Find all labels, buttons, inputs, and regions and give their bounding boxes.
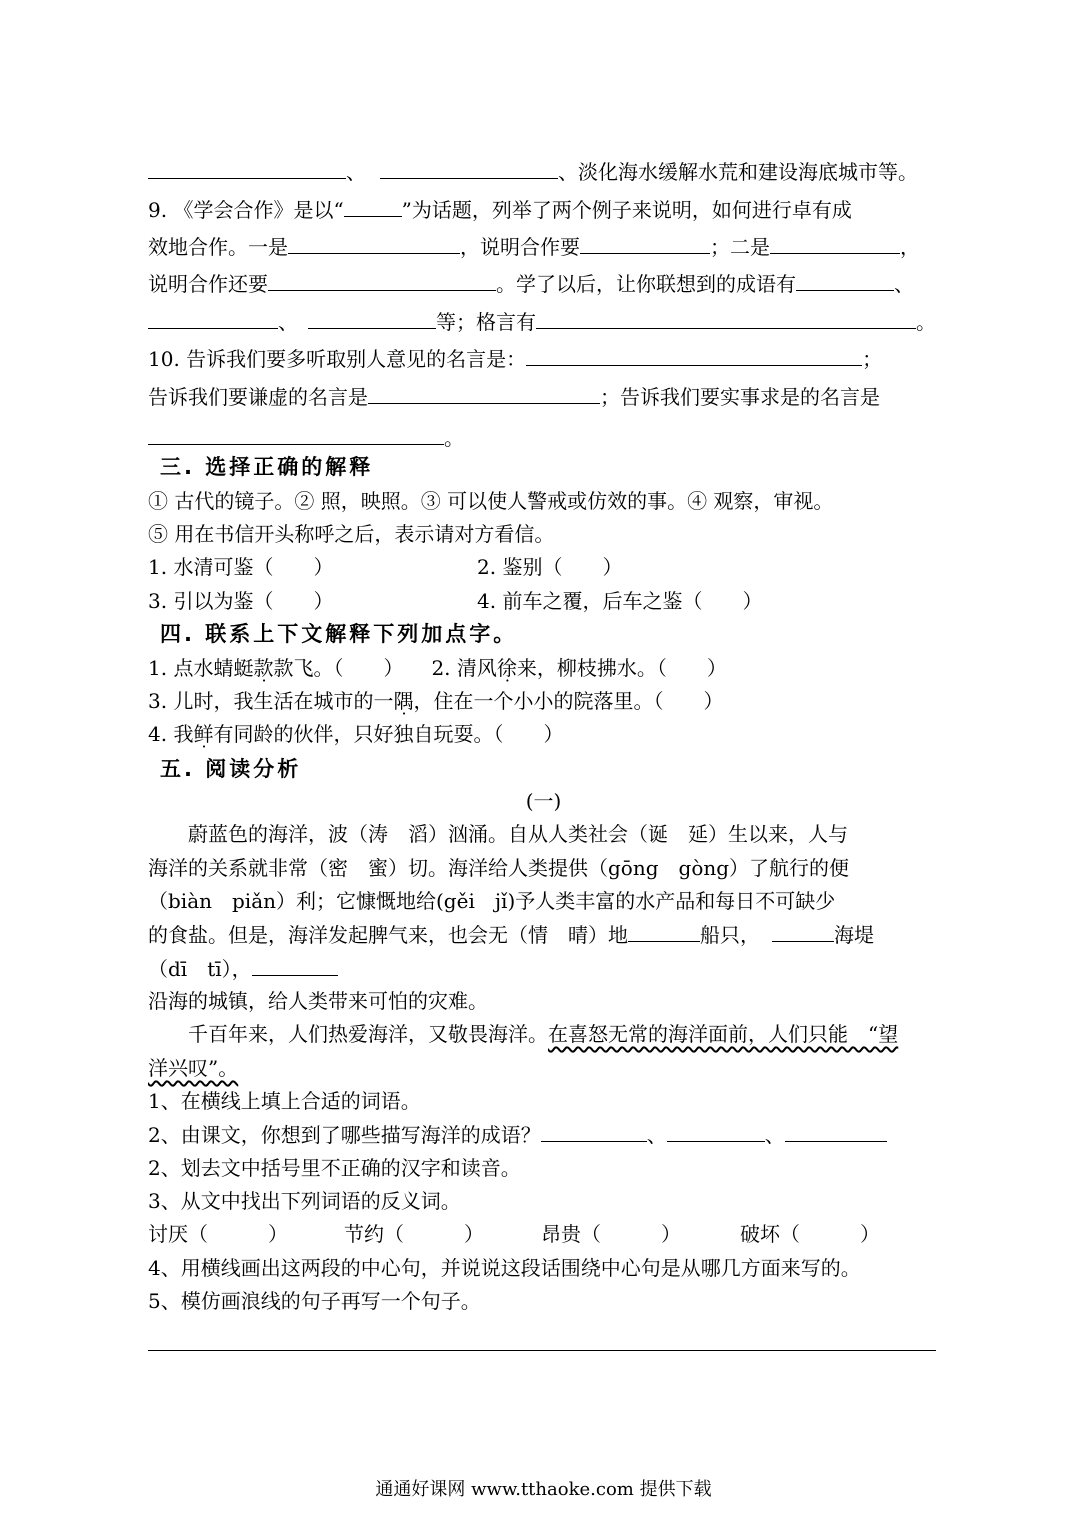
blank[interactable]	[536, 308, 916, 329]
sec3-item-3: 3. 引以为鉴（ ）	[148, 589, 334, 613]
q10-line1	[148, 345, 882, 372]
blank[interactable]	[770, 233, 900, 254]
blank[interactable]	[667, 1121, 765, 1142]
passage-number: (一)	[525, 789, 562, 813]
passage-line8	[148, 1055, 238, 1081]
sec5-q5: 4、用横线画出这两段的中心句，并说说这段话围绕中心句是从哪几方面来写的。	[148, 1256, 861, 1280]
blank[interactable]	[785, 1121, 887, 1142]
sec5-q2	[148, 1121, 887, 1148]
blank[interactable]	[368, 383, 600, 404]
blank[interactable]	[344, 196, 402, 217]
blank[interactable]	[288, 233, 460, 254]
text: 2. 清风	[431, 656, 497, 680]
q10-line2	[148, 383, 880, 410]
antonym-4: 破坏（ ）	[740, 1222, 880, 1246]
section-5-title: 五. 阅读分析	[160, 757, 302, 781]
section-4-title: 四. 联系上下文解释下列加点字。	[160, 622, 518, 646]
blank[interactable]	[541, 1121, 647, 1142]
blank[interactable]	[148, 158, 346, 179]
section-3-title: 三. 选择正确的解释	[160, 455, 374, 479]
sec3-item-2: 2. 鉴别（ ）	[477, 555, 623, 579]
sec5-q4: 3、从文中找出下列词语的反义词。	[148, 1189, 461, 1213]
blank[interactable]	[148, 308, 278, 329]
wavy-underlined-sentence: 在喜怒无常的海洋面前，人们只能 “望	[548, 1022, 899, 1046]
blank[interactable]	[148, 424, 444, 445]
text: 款飞。（ ）	[273, 656, 404, 680]
blank[interactable]	[268, 270, 496, 291]
blank[interactable]	[252, 955, 338, 976]
blank[interactable]	[772, 921, 834, 942]
passage-line3: （biàn piǎn）利；它慷慨地给(gěi jǐ)予人类丰富的水产品和每日不可缺少	[148, 889, 836, 913]
passage-line2: 海洋的关系就非常（密 蜜）切。海洋给人类提供（gōng gòng）了航行的便	[148, 856, 850, 880]
definitions-line2: ⑤ 用在书信开头称呼之后，表示请对方看信。	[148, 522, 555, 546]
text: ；	[862, 347, 883, 371]
text: 的食盐。但是，海洋发起脾气来，也会无（情 晴）地	[148, 923, 628, 947]
q9-line4	[148, 308, 936, 335]
dotted-char: 鲜	[193, 722, 214, 746]
text: 、	[894, 272, 914, 296]
text: 4. 我	[148, 722, 194, 746]
antonym-1: 讨厌（ ）	[148, 1222, 288, 1246]
text: 1. 点水蜻蜓	[148, 656, 254, 680]
blank[interactable]	[580, 233, 710, 254]
wavy-underlined-sentence-end: 洋兴叹”。	[148, 1056, 239, 1080]
text: （dī tī），	[148, 957, 252, 981]
sec3-item-1: 1. 水清可鉴（ ）	[148, 555, 334, 579]
text: ，	[900, 235, 920, 259]
blank[interactable]	[796, 270, 894, 291]
text: 、	[278, 310, 298, 334]
text: 、	[646, 1123, 667, 1147]
antonym-3: 昂贵（ ）	[541, 1222, 681, 1246]
text: 、	[346, 160, 366, 184]
passage-line5	[148, 955, 338, 982]
text: ；二是	[710, 235, 770, 259]
text: 、淡化海水缓解水荒和建设海底城市等。	[558, 160, 918, 184]
blank[interactable]	[308, 308, 436, 329]
text: 3. 儿时，我生活在城市的一	[148, 689, 394, 713]
text: 有同龄的伙伴，只好独自玩耍。（ ）	[213, 722, 564, 746]
passage-line6: 沿海的城镇，给人类带来可怕的灾难。	[148, 989, 488, 1013]
text: ，说明合作要	[460, 235, 580, 259]
q9-line1	[148, 196, 852, 223]
sec5-q3: 2、划去文中括号里不正确的汉字和读音。	[148, 1156, 521, 1180]
blank[interactable]	[526, 345, 862, 366]
text: 。学了以后，让你联想到的成语有	[496, 272, 796, 296]
sec4-item-3	[148, 688, 723, 714]
answer-line[interactable]	[148, 1350, 936, 1351]
text: 等；格言有	[436, 310, 536, 334]
text: ”为话题，列举了两个例子来说明，如何进行卓有成	[401, 198, 852, 222]
q9-line2	[148, 233, 920, 260]
dotted-char: 徐	[496, 656, 517, 680]
sec4-item-1	[148, 655, 727, 681]
text: 海堤	[834, 923, 874, 947]
text: 、	[764, 1123, 785, 1147]
sec5-q6: 5、模仿画浪线的句子再写一个句子。	[148, 1289, 481, 1313]
text: 10. 告诉我们要多听取别人意见的名言是：	[148, 347, 527, 371]
definitions-line1: ① 古代的镜子。② 照，映照。③ 可以使人警戒或仿效的事。④ 观察，审视。	[148, 489, 834, 513]
passage-line4	[148, 921, 874, 948]
text: 。	[916, 310, 936, 334]
blank[interactable]	[380, 158, 558, 179]
text: 船只，	[700, 923, 760, 947]
text: 说明合作还要	[148, 272, 268, 296]
blank[interactable]	[628, 921, 700, 942]
antonym-2: 节约（ ）	[344, 1222, 484, 1246]
q10-line3	[148, 424, 464, 451]
footer: 通通好课网 www.tthaoke.com 提供下载	[375, 1479, 712, 1500]
passage-line1: 蔚蓝色的海洋，波（涛 滔）汹涌。自从人类社会（诞 延）生以来，人与	[148, 822, 848, 846]
text: ，住在一个小小的院落里。（ ）	[413, 689, 724, 713]
passage-line7	[148, 1021, 898, 1047]
sec4-item-4	[148, 721, 563, 747]
q8-tail-line	[148, 158, 918, 185]
dotted-char: 隅	[393, 689, 414, 713]
text: 2、由课文，你想到了哪些描写海洋的成语？	[148, 1123, 541, 1147]
sec5-q1: 1、在横线上填上合适的词语。	[148, 1089, 421, 1113]
text: 千百年来，人们热爱海洋，又敬畏海洋。	[148, 1022, 548, 1046]
text: 。	[444, 426, 464, 450]
dotted-char: 款	[253, 656, 274, 680]
text: 9. 《学会合作》是以“	[148, 198, 344, 222]
text: 告诉我们要谦虚的名言是	[148, 385, 368, 409]
text: 来，柳枝拂水。（ ）	[516, 656, 727, 680]
text: 效地合作。一是	[148, 235, 288, 259]
text: ；告诉我们要实事求是的名言是	[600, 385, 880, 409]
q9-line3	[148, 270, 914, 297]
sec3-item-4: 4. 前车之覆，后车之鉴（ ）	[477, 589, 763, 613]
